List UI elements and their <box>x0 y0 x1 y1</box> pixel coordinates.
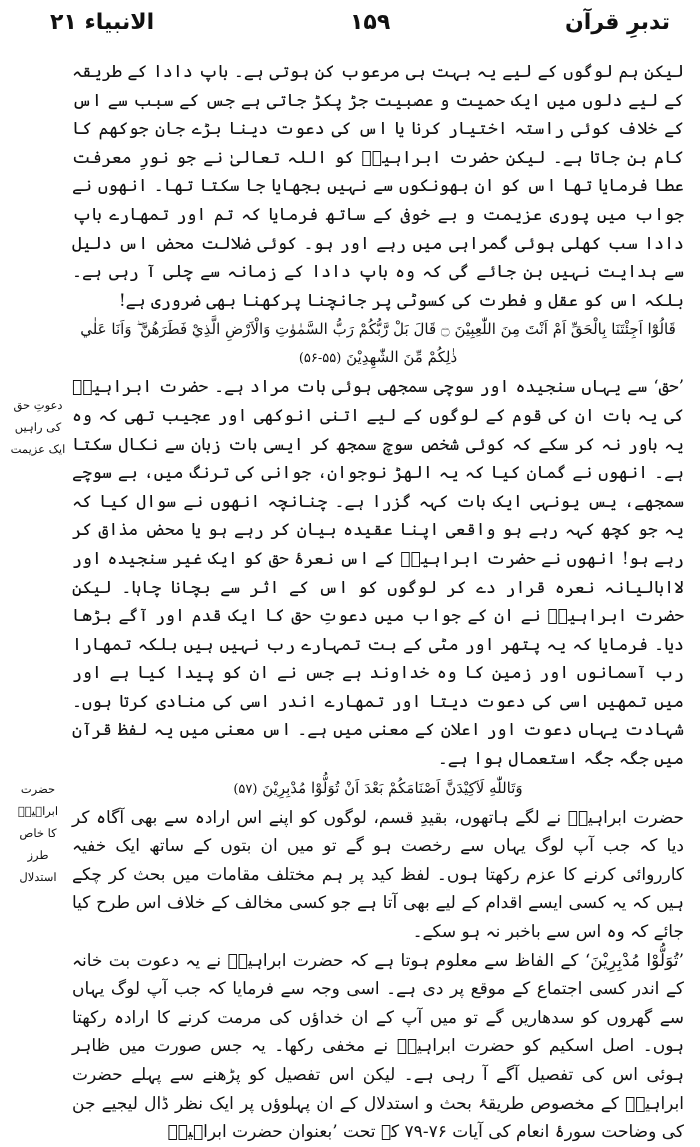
ayah-reference: (۵۵-۵۶) <box>298 351 342 367</box>
ayah-text: قَالُوْٓا اَجِئْتَنَا بِالْحَقِّ اَمْ اَنْتَ مِنَ اللّٰعِبِيْنَ ۝ قَالَ بَلْ رَّبُّكُمْ رَبُّ السَّمٰوٰتِ وَالْاَرْضِ الَّذِيْ فَطَرَهُنَّ ۖ وَاَنَا عَلٰي ذٰلِكُمْ مِّنَ الشّٰهِدِيْنَ <box>80 320 676 367</box>
page-header <box>20 8 680 44</box>
margin-note-1 <box>8 394 68 460</box>
ayah-reference: (۵۷) <box>233 781 258 797</box>
paragraph-1: لیکن ہم لوگوں کے لیے یہ بہت ہی مرعوب کن ہوتی ہے۔ باپ دادا کے طریقہ کے لیے دلوں میں ایک حمیت و عصبیت جڑ پکڑ جاتی ہے جس کے سبب سے اس کے خلاف کوئی راستہ اختیار کرنا یا اس کی دعوت دینا بڑے جان جوکھم کا کام بن جاتا ہے۔ لیکن حضرت ابراہیمؑ کو اللہ تعالیٰ نے جو نورِ معرفت عطا فرمایا تھا اس کو ان بھونکوں سے نہیں بجھایا جا سکتا تھا۔ انھوں نے جواب میں پوری عزیمت و بے خوفی کے ساتھ فرمایا کہ تم اور تمھارے باپ دادا سب کھلی ہوئی گمراہی میں رہے اور ہو۔ کوئی ضلالت محض اس دلیل سے ہدایت نہیں بن جائے گی کہ وہ باپ دادا کے زمانہ سے چلی آ رہی ہے۔ بلکہ اس کو عقل و فطرت کی کسوٹی پر جانچنا پرکھنا بھی ضروری ہے! <box>72 62 684 311</box>
paragraph-3: حضرت ابراہیمؑ نے لگے ہاتھوں، بقیدِ قسم، لوگوں کو اپنے اس ارادہ سے بھی آگاہ کر دیا کہ جب آپ لوگ یہاں سے رخصت ہو گے تو میں ان بتوں کے ساتھ ایک خفیہ کارروائی کرنے کا عزم رکھتا ہوں۔ لفظ کید پر ہم مختلف مقامات میں بحث کر چکے ہیں کہ یہ کسی ایسے اقدام کے لیے بھی آتا ہے جو کسی مخالف کے خلاف اس طرح کیا جائے کہ وہ اس سے باخبر نہ ہو سکے۔ <box>72 807 684 943</box>
margin-note-line: استدلال <box>19 870 57 884</box>
main-text <box>72 58 684 1147</box>
quran-verse-57 <box>72 774 684 804</box>
surah-label: الانبیاء ۲۱ <box>50 10 155 35</box>
margin-note-2 <box>8 778 68 888</box>
book-title: تدبرِ قرآن <box>565 10 670 35</box>
paragraph-4: ’تُوَلُّوْا مُدْبِرِيْنَ‘ کے الفاظ سے معلوم ہوتا ہے کہ حضرت ابراہیمؑ نے یہ دعوت بت خانہ کے اندر کسی اجتماع کے موقع پر دی ہے۔ اسی وجہ سے فرمایا کہ جب آپ لوگ یہاں سے گھروں کو سدھاریں گے تو میں آپ کے ان خداؤں کی مرمت کرنے کا ارادہ رکھتا ہوں۔ اصل اسکیم کو حضرت ابراہیمؑ نے مخفی رکھا۔ یہ جس صورت میں ظاہر ہوئی اس کی تفصیل آگے آ رہی ہے۔ لیکن اس تفصیل کو پڑھنے سے پہلے حضرت ابراہیمؑ کے مخصوص طریقۂ بحث و استدلال کے ان پہلوؤں پر ایک نظر ڈال لیجیے جن کی وضاحت سورۂ انعام کی آیات ۷۶-۷۹ کے تحت ’بعنوان حضرت ابراہیمؑ <box>72 950 684 1143</box>
margin-note-line: ایک عزیمت <box>10 442 66 456</box>
margin-note-line: کا خاص طرز <box>19 826 57 862</box>
margin-note-line: حضرت ابراہیمؑ <box>17 782 59 818</box>
page-number: ۱۵۹ <box>350 10 391 35</box>
ayah-text: وَتَاللّٰهِ لَاَكِيْدَنَّ اَصْنَامَكُمْ بَعْدَ اَنْ تُوَلُّوْا مُدْبِرِيْنَ <box>262 778 523 797</box>
paragraph-2: ’حق‘ سے یہاں سنجیدہ اور سوچی سمجھی ہوئی بات مراد ہے۔ حضرت ابراہیمؑ کی یہ بات ان کی قوم کے لوگوں کے لیے اتنی انوکھی اور عجیب تھی کہ وہ یہ باور نہ کر سکے کہ کوئی شخص سوچ سمجھ کر ایسی بات زبان سے نکال سکتا ہے۔ انھوں نے گمان کیا کہ یہ الھڑ نوجوان، جوانی کی ترنگ میں، بے سوچے سمجھے، یس یونہی ایک بات کہہ گزرا ہے۔ چنانچہ انھوں نے سوال کیا کہ یہ جو کچھ کہہ رہے ہو واقعی اپنا عقیدہ بیان کر رہے ہو یا محض مذاق کر رہے ہو! انھوں نے حضرت ابراہیمؑ کے اس نعرۂ حق کو ایک غیر سنجیدہ اور لاابالیانہ نعرہ قرار دے کر لوگوں کو اس کے اثر سے بچانا چاہا۔ لیکن حضرت ابراہیمؑ نے ان کے جواب میں دعوتِ حق کا ایک قدم اور آگے بڑھا دیا۔ فرمایا کہ یہ پتھر اور مٹی کے بت تمہارے رب نہیں ہیں بلکہ تمھارا رب آسمانوں اور زمین کا وہ خداوند ہے جس نے ان کو پیدا کیا ہے اور میں تمھیں اسی کی دعوت دیتا اور تمھارے اندر اسی کی منادی کرتا ہوں۔ شہادت یہاں دعوت اور اعلان کے معنی میں ہے۔ اس معنی میں یہ لفظ قرآن میں جگہ جگہ استعمال ہوا ہے۔ <box>72 377 684 770</box>
quran-verse-55-56 <box>72 315 684 373</box>
margin-note-line: دعوتِ حق <box>13 398 63 412</box>
margin-note-line: کی راہیں <box>14 420 62 434</box>
